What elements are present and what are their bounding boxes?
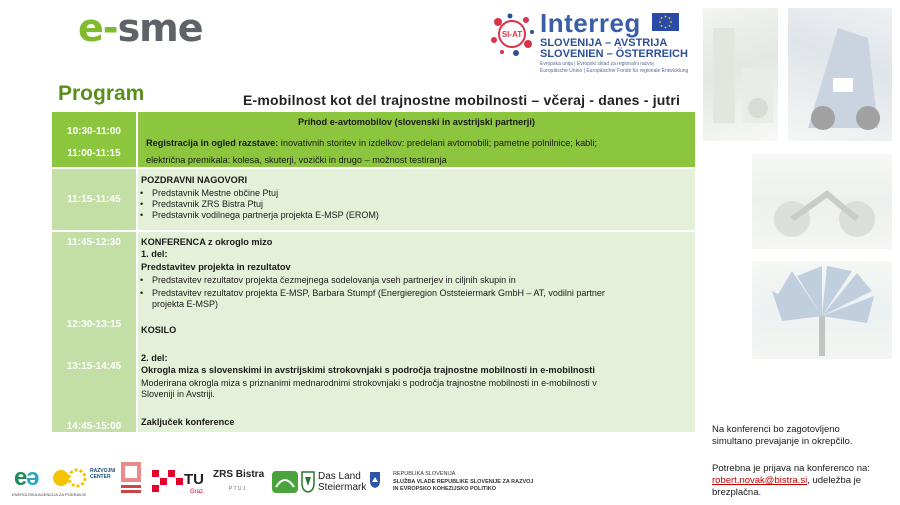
gov-line1: REPUBLIKA SLOVENIJA — [393, 471, 456, 477]
note-line: brezplačna. — [712, 487, 762, 498]
logo-e: e — [78, 6, 103, 50]
slovenia-government-logo — [393, 471, 533, 494]
translation-note — [712, 424, 892, 448]
interreg-fine-print — [540, 61, 690, 75]
photo-electric-racecar — [788, 8, 892, 141]
list-item: • Predstavitev rezultatov projekta E-MSP, Barbara Stumpf (Energieregion Oststeiermark GmbH – AT, vodilni partner — [152, 288, 605, 299]
styria-coat-of-arms-icon — [301, 471, 315, 493]
time-label: 11:00-11:15 — [67, 148, 121, 159]
eu-flag-icon — [652, 13, 679, 31]
registration-note — [712, 463, 897, 499]
note-line — [712, 475, 897, 487]
zrs-bistra-logo — [213, 469, 264, 480]
interreg-small-line1: Evropska unija | Evropski sklad za regionalni razvoj — [540, 61, 654, 67]
energy-agency-logo — [12, 463, 87, 499]
slovenia-coat-of-arms-icon — [369, 471, 381, 489]
part1-label: 1. del: — [141, 249, 168, 259]
interreg-line-slovenien: SLOVENIEN – ÖSTERREICH — [540, 48, 688, 60]
time-cell — [52, 232, 136, 432]
part2-text-2: Sloveniji in Avstriji. — [141, 389, 215, 399]
sun-logo — [52, 467, 86, 489]
list-item: • Predstavnik Mestne občine Ptuj — [152, 188, 278, 199]
content-cell — [138, 169, 695, 230]
tu-graz-mark-icon — [152, 470, 184, 492]
time-label: 14:45-15:00 — [66, 421, 122, 432]
conference-heading: KONFERENCA z okroglo mizo — [141, 237, 273, 247]
interreg-si-at-badge — [488, 10, 536, 58]
svg-text:e: e — [14, 464, 28, 491]
e-sme-logo — [78, 6, 203, 50]
time-cell — [52, 169, 136, 230]
logo-sme: sme — [117, 6, 203, 50]
part1-title: Predstavitev projekta in rezultatov — [141, 262, 291, 272]
land-line1: Das Land — [318, 471, 361, 482]
kosilo-label: KOSILO — [141, 325, 177, 335]
agenda-table — [52, 112, 695, 432]
time-cell — [52, 112, 136, 167]
tu-graz-sub: Graz — [190, 489, 204, 495]
svg-text:ENERGIJSKA AGENCIJA ZA PODRAVJ: ENERGIJSKA AGENCIJA ZA PODRAVJE — [12, 492, 87, 497]
closing-label: Zaključek konference — [141, 417, 235, 427]
photo-charging-station — [703, 8, 778, 141]
part2-title: Okrogla miza s slovenskimi in avstrijskimi strokovnjaki s področja trajnostne mobilnosti in e-mobilnosti — [141, 365, 595, 375]
registration-line-2: električna premikala: kolesa, skuterji, vozički in drugo – možnost testiranja — [146, 155, 447, 165]
list-item: • Predstavitev rezultatov projekta čezmejnega sodelovanja vseh partnerjev in ciljnih skupin in — [152, 275, 516, 286]
registration-text: inovativnih storitev in izdelkov: predelani avtomobili; pametne polnilnice; kabli; — [278, 138, 597, 148]
time-label: 11:45-12:30 — [67, 237, 121, 248]
note-line: Na konferenci bo zagotovljeno — [712, 424, 840, 435]
tu-graz-label: TU — [184, 471, 204, 488]
gov-line2: SLUŽBA VLADE REPUBLIKE SLOVENIJE ZA RAZVOJ — [393, 478, 534, 485]
time-label: 11:15-11:45 — [67, 194, 121, 205]
interreg-small-line2: Europäische Union | Europäischer Fonds für regionale Entwicklung — [540, 68, 689, 74]
program-title: Program — [58, 82, 145, 105]
gov-line3: IN EVROPSKO KOHEZIJSKO POLITIKO — [393, 486, 496, 492]
svg-text:SI-AT: SI-AT — [501, 30, 523, 39]
registration-line — [146, 138, 691, 149]
zrs-ptuj-label: P T U J — [229, 486, 246, 492]
green-energy-logo — [272, 471, 298, 493]
list-item: • Predstavnik ZRS Bistra Ptuj — [152, 199, 263, 210]
interreg-title: Interreg — [540, 8, 641, 38]
time-label: 12:30-13:15 — [66, 319, 122, 330]
list-item: • Predstavnik vodilnega partnerja projekta E-MSP (EROM) — [152, 210, 379, 221]
agenda-row-greetings — [52, 169, 695, 230]
content-cell — [138, 112, 695, 167]
interreg-line-slovenija: SLOVENIJA – AVSTRIJA — [540, 37, 668, 49]
bistra-label: Bistra — [235, 469, 265, 480]
time-label: 13:15-14:45 — [66, 361, 122, 372]
list-item-continuation: projekta E-MSP) — [152, 299, 219, 309]
das-land-steiermark-logo — [318, 471, 366, 493]
agenda-row-conference — [52, 232, 695, 432]
note-text: , udeležba je — [807, 475, 862, 486]
photo-solar-flower — [752, 261, 892, 359]
note-line: simultano prevajanje in okrepčilo. — [712, 436, 853, 447]
school-logo — [119, 460, 143, 496]
part2-text: Moderirana okrogla miza s priznanimi mednarodnimi strokovnjaki s področja trajnostne mobilnosti in e-mobilnosti v — [141, 378, 597, 388]
time-label: 10:30-11:00 — [67, 126, 121, 137]
photo-electric-scooter — [752, 154, 892, 249]
arrival-heading: Prihod e-avtomobilov (slovenski in avstrijski partnerji) — [298, 117, 535, 127]
greetings-heading: POZDRAVNI NAGOVORI — [141, 175, 248, 185]
content-cell — [138, 232, 695, 432]
part2-label: 2. del: — [141, 353, 168, 363]
land-line2: Steiermark — [318, 482, 367, 493]
page-subtitle: E-mobilnost kot del trajnostne mobilnosti – včeraj - danes - jutri — [243, 92, 681, 108]
zrs-label: ZRS — [213, 469, 233, 480]
registration-label: Registracija in ogled razstave: — [146, 138, 279, 148]
agenda-row-arrival — [52, 112, 695, 167]
development-center-logo: RAZVOJNI CENTER — [90, 468, 116, 480]
note-line: Potrebna je prijava na konferenco na: — [712, 463, 870, 474]
svg-text:ǝ: ǝ — [26, 464, 40, 491]
logo-dash: - — [102, 6, 118, 50]
registration-email-link[interactable]: robert.novak@bistra.si — [712, 475, 808, 486]
